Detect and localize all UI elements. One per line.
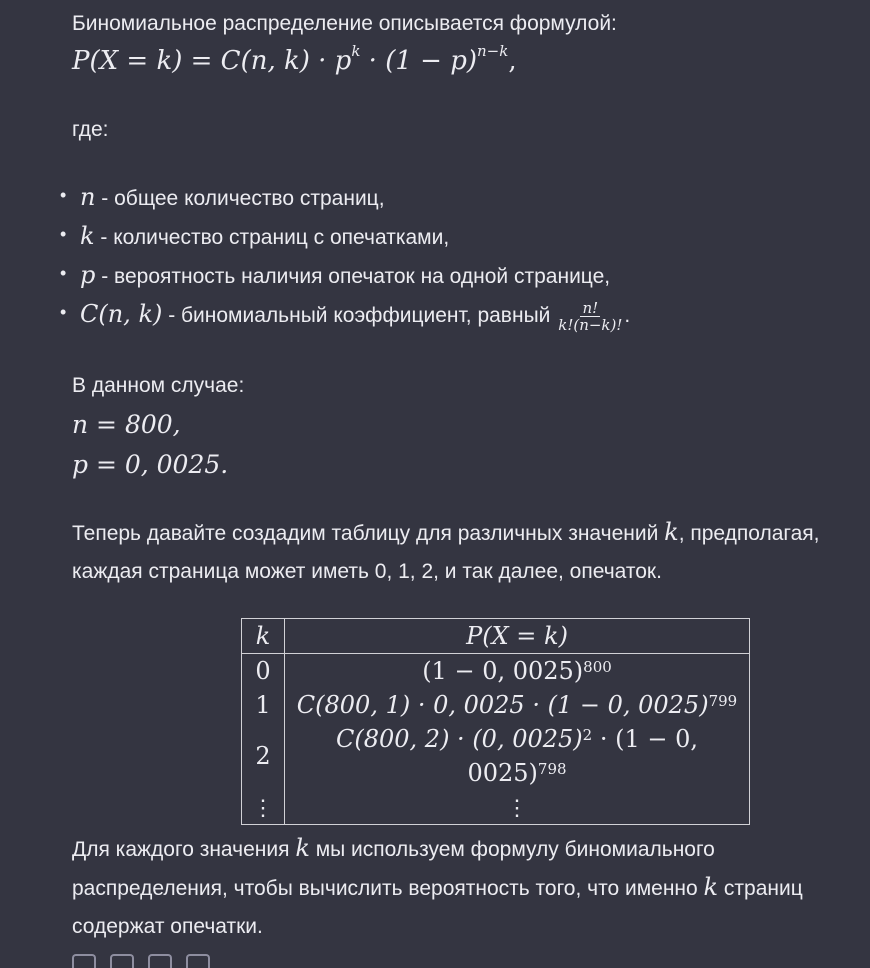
table-intro-line-2: каждая страница может иметь 0, 1, 2, и так далее, опечаток. xyxy=(72,560,662,583)
closing-line-2: распределения, чтобы вычислить вероятность того, что именно k страниц xyxy=(72,873,803,901)
where-label: где: xyxy=(72,118,109,141)
table-row: 1 C(800, 1) · 0, 0025 · (1 − 0, 0025)$^{799}$ xyxy=(242,688,750,722)
list-item: • p - вероятность наличия опечаток на одной странице, xyxy=(60,261,630,300)
copy-icon[interactable] xyxy=(72,954,96,968)
message-actions xyxy=(72,954,210,968)
list-item: • k - количество страниц с опечатками, xyxy=(60,222,630,261)
list-item: • n - общее количество страниц, xyxy=(60,183,630,222)
table-row: 2 C(800, 2) · (0, 0025)$^2$ · (1 − 0, 0025)$^{798}$ xyxy=(242,722,750,790)
fraction: $\frac{n!}{k!(n-k)!}$ xyxy=(558,299,623,334)
header-probability: P(X = k) xyxy=(285,619,750,654)
list-item: • C(n, k) - биномиальный коэффициент, равный $\frac{n!}{k!(n-k)!}$ . xyxy=(60,300,630,339)
closing-line-3: содержат опечатки. xyxy=(72,915,263,938)
header-k: k xyxy=(242,619,285,654)
thumbs-up-icon[interactable] xyxy=(110,954,134,968)
binomial-formula: P(X = k) = C(n, $k) \cdot p^k \cdot (1 - p)^{n-k}$, xyxy=(72,42,517,76)
vertical-dots-icon: ⋮ xyxy=(252,796,274,821)
vertical-dots-icon: ⋮ xyxy=(506,796,528,821)
table-row xyxy=(242,790,750,825)
regenerate-icon[interactable] xyxy=(186,954,210,968)
case-label: В данном случае: xyxy=(72,374,245,397)
probability-table xyxy=(241,618,750,825)
thumbs-down-icon[interactable] xyxy=(148,954,172,968)
definitions-list xyxy=(60,183,630,339)
intro-text: Биномиальное распределение описывается формулой: xyxy=(72,12,617,35)
p-value: p = 0, 0025. xyxy=(72,450,229,479)
n-value: n = 800, xyxy=(72,410,181,439)
table-header-row xyxy=(242,619,750,654)
closing-line-1: Для каждого значения k мы используем формулу биномиального xyxy=(72,834,715,862)
table-row: 0 (1 − 0, 0025)$^{800}$ xyxy=(242,654,750,689)
table-intro-line-1: Теперь давайте создадим таблицу для различных значений k, предполагая, xyxy=(72,518,820,546)
